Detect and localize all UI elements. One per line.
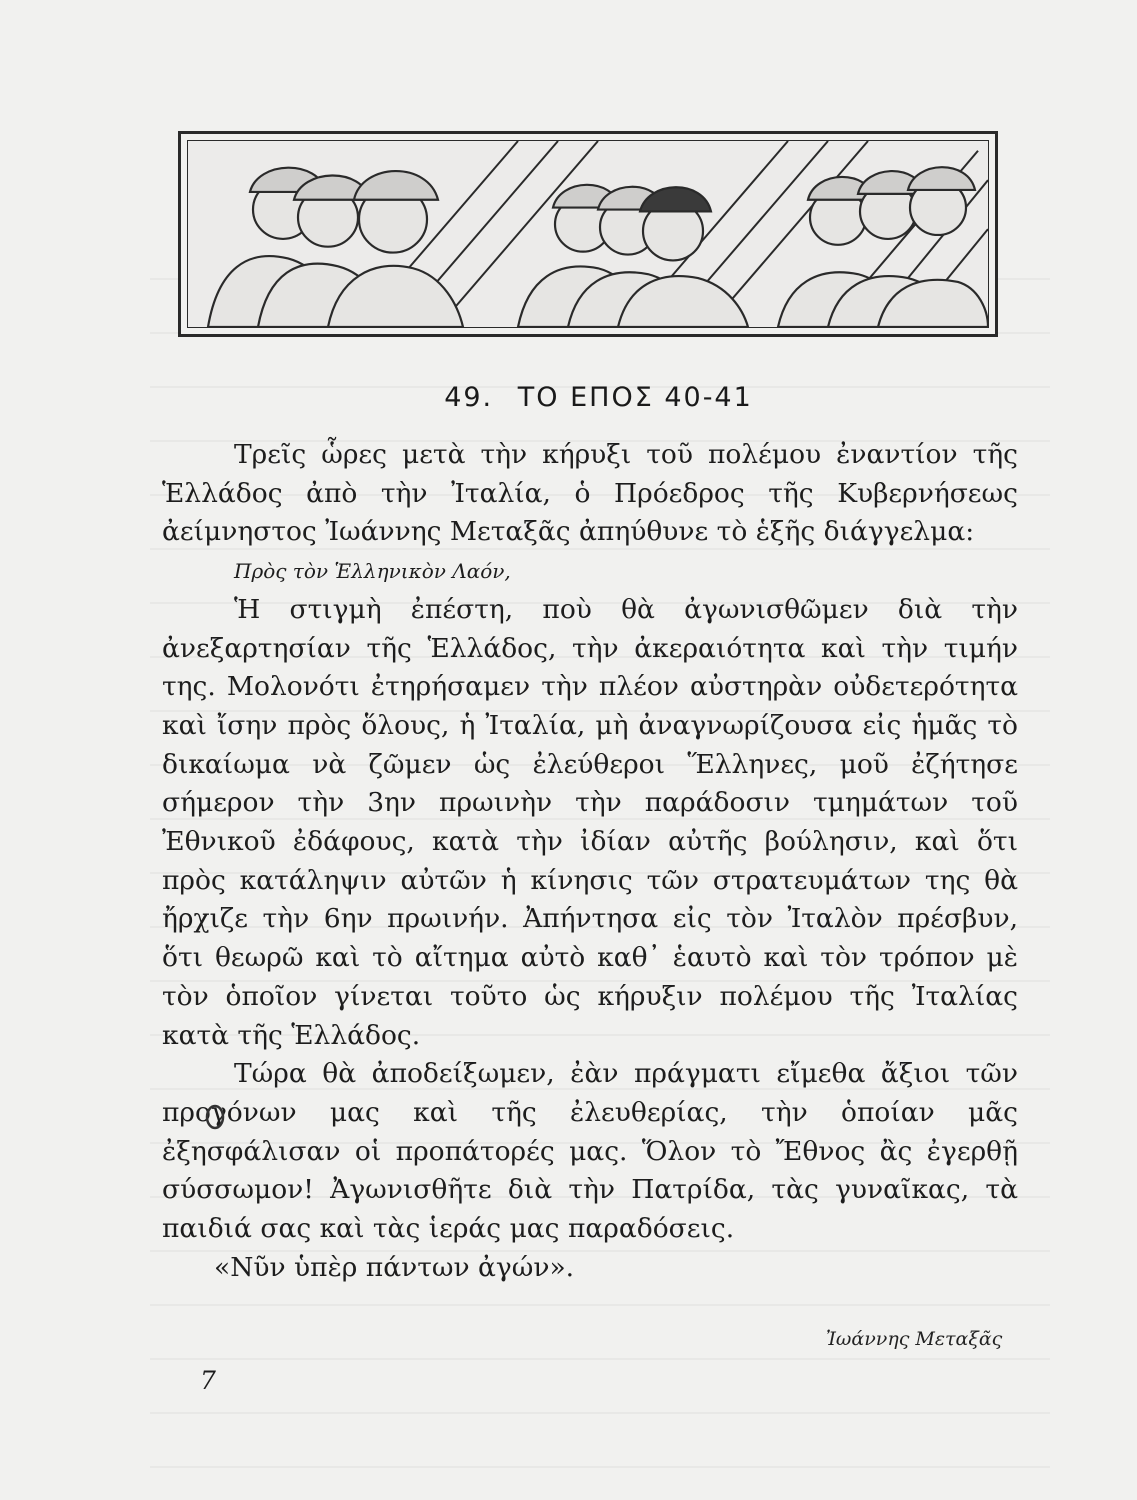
- signature: Ἰωάννης Μεταξᾶς: [826, 1328, 1003, 1350]
- soldiers-illustration: [178, 131, 998, 337]
- proclamation-paragraph-1: Ἡ στιγμὴ ἐπέστη, ποὺ θὰ ἀγωνισθῶμεν διὰ τὴν ἀνεξαρτησίαν τῆς Ἑλλάδος, τὴν ἀκεραιότητα καὶ τὴν τιμήν της. Μολονότι ἐτηρήσαμεν τὴν πλέον αὐστηρὰν οὐδετερότητα καὶ ἴσην πρὸς ὅλους, ἡ Ἰταλία, μὴ ἀναγνωρίζουσα εἰς ἡμᾶς τὸ δικαίωμα νὰ ζῶμεν ὡς ἐλεύθεροι Ἕλληνες, μοῦ ἐζήτησε σήμερον τὴν 3ην πρωινὴν τὴν παράδοσιν τμημάτων τοῦ Ἐθνικοῦ ἐδάφους, κατὰ τὴν ἰδίαν αὐτῆς βούλησιν, καὶ ὅτι πρὸς κατάληψιν αὐτῶν ἡ κίνησις τῶν στρατευμάτων της θὰ ἤρχιζε τὴν 6ην πρωινήν. Ἀπήντησα εἰς τὸν Ἰταλὸν πρέσβυν, ὅτι θεωρῶ καὶ τὸ αἴτημα αὐτὸ καθ᾿ ἑαυτὸ καὶ τὸν τρόπον μὲ τὸν ὁποῖον γίνεται τοῦτο ὡς κήρυξιν πολέμου τῆς Ἰταλίας κατὰ τῆς Ἑλλάδος.: [162, 593, 1018, 1051]
- chapter-title: ΤΟ ΕΠΟΣ 40-41: [517, 382, 753, 413]
- chapter-number: 49.: [444, 382, 494, 413]
- page-number: 7: [200, 1366, 216, 1395]
- proclamation-paragraph-2: Τώρα θὰ ἀποδείξωμεν, ἐὰν πράγματι εἴμεθα ἄξιοι τῶν προγόνων μας καὶ τῆς ἐλευθερίας, τὴν ὁποίαν μᾶς ἐξησφάλισαν οἱ προπάτορές μας. Ὅλον τὸ Ἔθνος ἂς ἐγερθῇ σύσσωμον! Ἀγωνισθῆτε διὰ τὴν Πατρίδα, τὰς γυναῖκας, τὰ παιδιά σας καὶ τὰς ἱεράς μας παραδόσεις.: [162, 1058, 1018, 1245]
- marching-soldiers-drawing: [188, 141, 988, 327]
- closing-quote: «Νῦν ὑπὲρ πάντων ἀγών».: [214, 1251, 575, 1283]
- intro-paragraph: Τρεῖς ὧρες μετὰ τὴν κήρυξι τοῦ πολέμου ἐναντίον τῆς Ἑλλάδος ἀπὸ τὴν Ἰταλία, ὁ Πρόεδρος τῆς Κυβερνήσεως ἀείμνηστος Ἰωάννης Μεταξᾶς ἀπηύθυνε τὸ ἑξῆς διάγγελμα:: [162, 439, 1018, 548]
- chapter-heading: [0, 382, 1137, 413]
- salutation: Πρὸς τὸν Ἑλληνικὸν Λαόν,: [234, 559, 511, 584]
- illustration-frame: [187, 140, 989, 328]
- article-body: [162, 436, 1018, 1287]
